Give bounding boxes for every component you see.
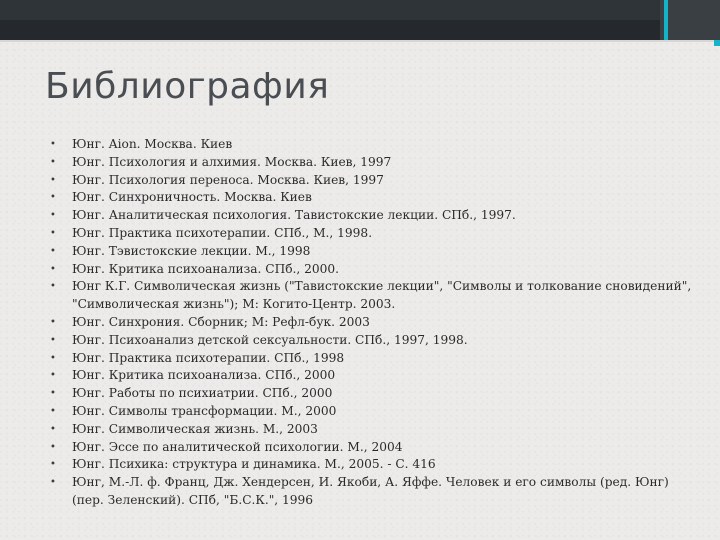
item-text: Юнг. Критика психоанализа. СПб., 2000. — [72, 261, 340, 276]
list-item — [50, 350, 700, 368]
list-item — [50, 403, 700, 421]
list-item — [50, 314, 700, 332]
bullet-icon: • — [50, 281, 56, 293]
bullet-icon: • — [50, 245, 56, 257]
bullet-icon: • — [50, 334, 56, 346]
list-item — [50, 474, 700, 510]
list-item — [50, 261, 700, 279]
bullet-icon: • — [50, 370, 56, 382]
bullet-icon: • — [50, 423, 56, 435]
accent-square — [714, 40, 720, 46]
bullet-icon: • — [50, 192, 56, 204]
bullet-icon: • — [50, 352, 56, 364]
accent-stripe — [664, 0, 668, 40]
item-text: Юнг. Психоанализ детской сексуальности. СПб., 1997, 1998. — [72, 332, 468, 347]
item-text: Юнг. Aion. Москва. Киев — [72, 137, 233, 151]
bullet-icon: • — [50, 210, 56, 222]
list-item — [50, 385, 700, 403]
list-item — [50, 136, 700, 154]
item-text: Юнг. Тэвистокские лекции. М., 1998 — [72, 243, 311, 258]
item-text: Юнг. Эссе по аналитической психологии. М., 2004 — [72, 439, 403, 454]
item-text: Юнг. Работы по психиатрии. СПб., 2000 — [72, 386, 333, 401]
item-text: Юнг. Практика психотерапии. СПб., М., 1998. — [72, 225, 373, 240]
slide-title: Библиография — [45, 66, 330, 107]
list-item — [50, 189, 700, 207]
bullet-icon: • — [50, 477, 56, 489]
bullet-icon: • — [50, 174, 56, 186]
item-text: Юнг, М.-Л. ф. Франц, Дж. Хендерсен, И. Якоби, А. Яффе. Человек и его символы (ред. Юнг) (пер. Зеленский). СПб, "Б.С.К.", 1996 — [72, 475, 669, 507]
list-item — [50, 154, 700, 172]
item-text: Юнг. Психика: структура и динамика. М., 2005. - С. 416 — [72, 457, 436, 472]
list-item — [50, 207, 700, 225]
item-text: Юнг. Символы трансформации. М., 2000 — [72, 403, 337, 418]
list-item — [50, 172, 700, 190]
item-text: Юнг К.Г. Символическая жизнь ("Тавистокские лекции", "Символы и толкование сновидений", "Символическая жизнь"); М: Когито-Центр. 2003. — [72, 279, 692, 312]
list-item — [50, 225, 700, 243]
item-text: Юнг. Аналитическая психология. Тавистокские лекции. СПб., 1997. — [72, 208, 516, 223]
item-text: Юнг. Синхроничность. Москва. Киев — [72, 190, 312, 205]
bullet-icon: • — [50, 139, 56, 150]
bibliography-list — [50, 136, 700, 510]
bullet-icon: • — [50, 227, 56, 239]
header-corner-block — [660, 0, 720, 40]
bullet-icon: • — [50, 405, 56, 417]
bullet-icon: • — [50, 388, 56, 400]
bullet-icon: • — [50, 459, 56, 471]
item-text: Юнг. Критика психоанализа. СПб., 2000 — [72, 368, 336, 383]
header-divider — [0, 40, 720, 42]
list-item — [50, 456, 700, 474]
bullet-icon: • — [50, 441, 56, 453]
list-item — [50, 439, 700, 457]
list-item — [50, 332, 700, 350]
list-item — [50, 421, 700, 439]
list-item — [50, 367, 700, 385]
list-item — [50, 278, 700, 314]
item-text: Юнг. Символическая жизнь. М., 2003 — [72, 421, 318, 436]
item-text: Юнг. Психология и алхимия. Москва. Киев, 1997 — [72, 154, 392, 169]
bullet-icon: • — [50, 263, 56, 275]
item-text: Юнг. Синхрония. Сборник; М: Рефл-бук. 2003 — [72, 314, 370, 329]
list-item — [50, 243, 700, 261]
header-bar — [0, 20, 660, 40]
bullet-icon: • — [50, 316, 56, 328]
bullet-icon: • — [50, 156, 56, 168]
header-band — [0, 0, 720, 20]
item-text: Юнг. Психология переноса. Москва. Киев, 1997 — [72, 172, 384, 187]
item-text: Юнг. Практика психотерапии. СПб., 1998 — [72, 350, 345, 365]
